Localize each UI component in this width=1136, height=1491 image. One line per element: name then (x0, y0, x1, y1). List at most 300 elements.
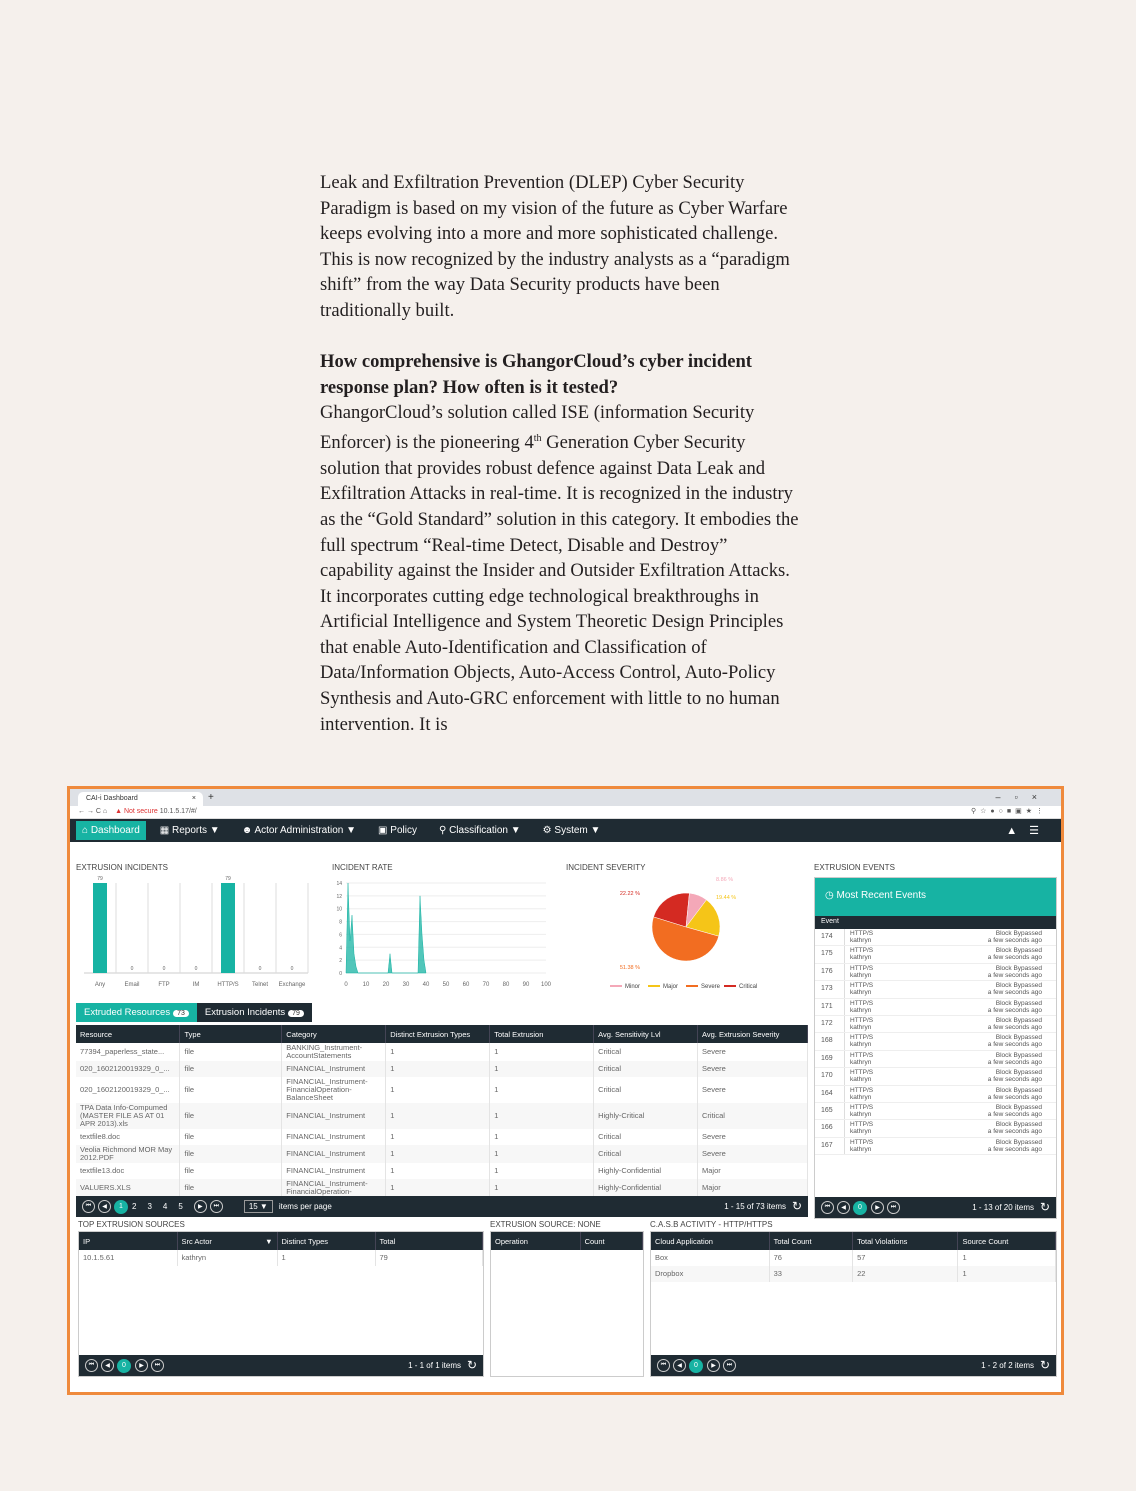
event-row[interactable] (815, 1103, 1056, 1120)
table-cell: 77394_paperless_state... (76, 1043, 180, 1061)
close-tab-icon[interactable]: × (191, 795, 196, 802)
main-navbar (70, 819, 1061, 842)
refresh-icon[interactable]: ↻ (791, 1199, 802, 1213)
event-status (988, 965, 1042, 979)
table-cell: Major (698, 1163, 808, 1179)
event-protocol: HTTP/S (850, 1086, 874, 1094)
events-pager-info: 1 - 13 of 20 items (972, 1203, 1034, 1212)
event-row[interactable] (815, 1068, 1056, 1085)
table-cell: 1 (386, 1163, 490, 1179)
col-distinct-extrusion-types[interactable]: Distinct Extrusion Types (386, 1025, 490, 1043)
table-cell: 1 (386, 1077, 490, 1103)
event-status (988, 1034, 1042, 1048)
event-protocol: HTTP/S (850, 930, 874, 937)
event-time: a few seconds ago (987, 1006, 1042, 1014)
last-page-icon[interactable]: ⏭ (723, 1359, 736, 1372)
event-source (845, 1138, 878, 1154)
event-id: 167 (815, 1138, 845, 1154)
event-row[interactable] (815, 999, 1056, 1016)
nav-classification[interactable]: ⚲ Classification ▼ (438, 825, 521, 836)
y-tick-label: 10 (336, 906, 342, 913)
casb-panel (650, 1231, 1057, 1377)
incident-severity-label: INCIDENT SEVERITY (566, 863, 646, 872)
table-row[interactable] (76, 1061, 808, 1077)
col-avg-sensitivity-lvl[interactable]: Avg. Sensitivity Lvl (594, 1025, 698, 1043)
event-status-text: Block Bypassed (995, 1086, 1042, 1094)
prev-page-icon[interactable]: ◀ (98, 1200, 111, 1213)
event-protocol: HTTP/S (850, 999, 874, 1007)
event-time: a few seconds ago (987, 989, 1042, 997)
event-protocol: HTTP/S (850, 1034, 874, 1042)
x-tick-label: 100 (540, 982, 552, 988)
slice-value-label: 19.44 % (716, 895, 737, 901)
legend-label: Major (663, 984, 679, 990)
article-question: How comprehensive is GhangorCloud’s cyber incident response plan? How often is it tested? (320, 351, 752, 398)
answer-part-1: GhangorCloud’s solution called ISE (information Security Enforcer) is the pioneering 4 (320, 402, 755, 454)
event-user: kathryn (850, 1093, 872, 1101)
event-user: kathryn (850, 954, 872, 962)
sources-pager (79, 1355, 483, 1376)
sources-pager-info: 1 - 1 of 1 items (408, 1361, 461, 1370)
event-user: kathryn (850, 1041, 872, 1049)
event-status (988, 947, 1042, 961)
table-cell: Critical (594, 1145, 698, 1163)
event-status (988, 1069, 1042, 1083)
event-protocol: HTTP/S (850, 982, 874, 990)
article-paragraph-1: Leak and Exfiltration Prevention (DLEP) Cyber Security Paradigm is based on my vision of the future as Cyber Warfare keeps evolving into a more and more sophisticated challenge. This is now recognized by the industry analysts as a “paradigm shift” from the way Data Security products have been traditionally built. (320, 172, 790, 321)
next-page-icon[interactable]: ▶ (194, 1200, 207, 1213)
event-row[interactable] (815, 964, 1056, 981)
last-page-icon[interactable]: ⏭ (887, 1201, 900, 1214)
event-status-text: Block Bypassed (995, 1069, 1042, 1077)
table-cell: 57 (853, 1250, 958, 1266)
event-status (988, 1052, 1042, 1066)
event-status-text: Block Bypassed (995, 964, 1042, 972)
x-tick-label: 70 (482, 982, 490, 988)
not-secure-badge: ▲ Not secure (115, 808, 158, 815)
nav-reports-label: Reports ▼ (171, 825, 220, 836)
col-src-actor[interactable] (177, 1232, 277, 1250)
x-tick-label: 60 (462, 982, 470, 988)
casb-table (651, 1232, 1056, 1282)
bar-category-label: Any (94, 982, 106, 988)
event-time: a few seconds ago (987, 971, 1042, 979)
events-column-header: Event (815, 916, 1056, 929)
event-row[interactable] (815, 1051, 1056, 1068)
event-id: 170 (815, 1068, 845, 1084)
event-id: 173 (815, 981, 845, 997)
bar-category-label: Email (124, 982, 140, 988)
event-status (988, 982, 1042, 996)
table-cell: 1 (386, 1145, 490, 1163)
event-source (845, 929, 878, 945)
bar-category-label: FTP (158, 982, 170, 988)
event-id: 176 (815, 964, 845, 980)
bar-value-label: 0 (258, 966, 262, 972)
top-sources-label: TOP EXTRUSION SOURCES (78, 1220, 185, 1229)
table-cell: Major (698, 1179, 808, 1197)
x-tick-label: 10 (362, 982, 370, 988)
table-cell: 1 (386, 1103, 490, 1129)
events-current-page[interactable]: 0 (853, 1201, 867, 1215)
first-page-icon[interactable]: ⏮ (82, 1200, 95, 1213)
table-row[interactable] (76, 1163, 808, 1179)
event-row[interactable] (815, 981, 1056, 998)
prev-page-icon[interactable]: ◀ (673, 1359, 686, 1372)
event-id: 169 (815, 1051, 845, 1067)
nav-arrows-icon[interactable]: ← → C ⌂ (78, 808, 108, 815)
event-user: kathryn (850, 971, 872, 979)
event-status (988, 1121, 1042, 1135)
event-id: 171 (815, 999, 845, 1015)
new-tab-icon[interactable]: + (208, 792, 214, 803)
prev-page-icon[interactable]: ◀ (101, 1359, 114, 1372)
event-status-text: Block Bypassed (995, 947, 1042, 955)
event-protocol: HTTP/S (850, 1016, 874, 1024)
x-tick-label: 40 (422, 982, 430, 988)
col-total[interactable]: Total (375, 1232, 483, 1250)
col-operation[interactable]: Operation (491, 1232, 580, 1250)
extrusion-source-label: EXTRUSION SOURCE: NONE (490, 1220, 601, 1229)
col-cloud-application[interactable]: Cloud Application (651, 1232, 769, 1250)
event-protocol: HTTP/S (850, 1138, 874, 1146)
table-cell: file (180, 1043, 282, 1061)
refresh-icon[interactable]: ↻ (1039, 1200, 1050, 1214)
table-cell: 1 (490, 1129, 594, 1145)
event-source (845, 946, 878, 962)
table-cell: 1 (490, 1061, 594, 1077)
last-page-icon[interactable]: ⏭ (151, 1359, 164, 1372)
event-protocol: HTTP/S (850, 1069, 874, 1077)
nav-system[interactable]: ⚙ System ▼ (542, 825, 601, 836)
events-header: ◷ Most Recent Events (815, 878, 1056, 916)
tab-resources-count: 73 (173, 1010, 189, 1017)
bar-category-label: HTTP/S (217, 982, 239, 988)
operation-panel (490, 1231, 644, 1377)
legend-label: Severe (701, 984, 721, 990)
y-tick-label: 0 (339, 971, 342, 977)
extruded-resources-table (76, 1025, 808, 1197)
page-4[interactable]: 4 (162, 1202, 168, 1211)
event-protocol: HTTP/S (850, 1121, 874, 1129)
events-list (815, 929, 1056, 1155)
table-cell: FINANCIAL_Instrument (282, 1061, 386, 1077)
tab-resources-label: Extruded Resources (84, 1007, 171, 1018)
event-user: kathryn (850, 1128, 872, 1136)
table-row[interactable] (76, 1103, 808, 1129)
first-page-icon[interactable]: ⏮ (85, 1359, 98, 1372)
table-row[interactable] (76, 1145, 808, 1163)
events-pager (815, 1197, 1056, 1218)
table-cell: FINANCIAL_Instrument (282, 1145, 386, 1163)
y-tick-label: 4 (339, 945, 342, 952)
table-cell: FINANCIAL_Instrument (282, 1103, 386, 1129)
table-cell: Severe (698, 1043, 808, 1061)
event-time: a few seconds ago (987, 954, 1042, 962)
sources-current-page[interactable]: 0 (117, 1359, 131, 1373)
table-row[interactable] (651, 1266, 1056, 1282)
filter-icon[interactable]: ▼ (265, 1236, 273, 1246)
col-count[interactable]: Count (580, 1232, 642, 1250)
cell-total: 79 (375, 1250, 483, 1266)
y-tick-label: 14 (336, 881, 342, 887)
event-row[interactable] (815, 929, 1056, 946)
table-cell: Severe (698, 1129, 808, 1145)
col-total-extrusion[interactable]: Total Extrusion (490, 1025, 594, 1043)
x-tick-label: 80 (502, 982, 510, 988)
table-cell: file (180, 1145, 282, 1163)
event-status-text: Block Bypassed (995, 982, 1042, 990)
col-total-violations[interactable]: Total Violations (853, 1232, 958, 1250)
x-tick-label: 50 (442, 982, 450, 988)
table-cell: Critical (594, 1129, 698, 1145)
event-row[interactable] (815, 1138, 1056, 1155)
event-user: kathryn (850, 1023, 872, 1031)
event-time: a few seconds ago (987, 937, 1042, 944)
table-row[interactable] (651, 1250, 1056, 1266)
page-1[interactable]: 1 (114, 1200, 128, 1214)
table-cell: 1 (958, 1250, 1056, 1266)
event-time: a few seconds ago (987, 1110, 1042, 1118)
event-status (988, 1000, 1042, 1014)
incident-rate-chart (332, 873, 558, 995)
bar-category-label: Telnet (251, 982, 269, 988)
col-total-count[interactable]: Total Count (769, 1232, 852, 1250)
event-time: a few seconds ago (987, 1058, 1042, 1066)
col-type[interactable]: Type (180, 1025, 282, 1043)
last-page-icon[interactable]: ⏭ (210, 1200, 223, 1213)
table-cell: FINANCIAL_Instrument (282, 1129, 386, 1145)
table-row[interactable] (76, 1077, 808, 1103)
y-tick-label: 12 (336, 893, 342, 900)
table-row[interactable] (76, 1179, 808, 1197)
x-tick-label: 20 (382, 982, 390, 988)
window-controls[interactable]: –▫× (995, 792, 1051, 802)
article-paragraph-2 (320, 349, 800, 737)
table-cell: Critical (594, 1043, 698, 1061)
address-bar[interactable] (70, 806, 1061, 819)
table-cell: Severe (698, 1145, 808, 1163)
slice-value-label: 8.86 % (716, 877, 734, 883)
event-status (988, 1017, 1042, 1031)
next-page-icon[interactable]: ▶ (707, 1359, 720, 1372)
table-cell: textfile8.doc (76, 1129, 180, 1145)
table-cell: Highly-Confidential (594, 1179, 698, 1197)
tab-extrusion-incidents[interactable] (197, 1003, 312, 1022)
x-tick-label: 90 (522, 982, 530, 988)
extrusion-events-label: EXTRUSION EVENTS (814, 863, 895, 872)
table-cell: VALUERS.XLS (76, 1179, 180, 1197)
event-id: 166 (815, 1120, 845, 1136)
event-time: a few seconds ago (987, 1076, 1042, 1084)
dashboard-screenshot (67, 786, 1064, 1395)
nav-dashboard-label: Dashboard (90, 825, 140, 836)
event-id: 172 (815, 1016, 845, 1032)
extrusion-incidents-chart (76, 873, 316, 995)
event-protocol: HTTP/S (850, 1051, 874, 1059)
bar-value-label: 0 (194, 966, 198, 972)
y-tick-label: 6 (339, 932, 342, 939)
items-per-page-label: items per page (278, 1202, 332, 1211)
bar-https[interactable] (221, 883, 235, 973)
incident-severity-chart (566, 873, 806, 997)
tab-incidents-count: 79 (288, 1010, 304, 1017)
bar-value-label: 0 (162, 966, 166, 972)
slice-value-label: 51.38 % (619, 965, 640, 971)
event-time: a few seconds ago (987, 1023, 1042, 1031)
resource-tabs (76, 1003, 312, 1022)
table-cell: file (180, 1163, 282, 1179)
x-tick-label: 0 (344, 982, 348, 988)
event-protocol: HTTP/S (850, 964, 874, 972)
event-status (988, 1087, 1042, 1101)
event-time: a few seconds ago (987, 1093, 1042, 1101)
event-user: kathryn (850, 1145, 872, 1153)
table-row[interactable] (76, 1043, 808, 1061)
first-page-icon[interactable]: ⏮ (657, 1359, 670, 1372)
cell-src-actor: kathryn (177, 1250, 277, 1266)
casb-activity-label: C.A.S.B ACTIVITY - HTTP/HTTPS (650, 1220, 773, 1229)
event-user: kathryn (850, 937, 872, 944)
table-cell: FINANCIAL_Instrument (282, 1163, 386, 1179)
answer-part-2: Generation Cyber Security solution that provides robust defence against Data Leak and Exfiltration Attacks in real-time. It is recognized in the industry as the “Gold Standard” solution in this category. It embodies the full spectrum “Real-time Detect, Disable and Destroy” capability against the Insider and Outsider Exfiltration Attacks. It incorporates cutting edge technological breakthroughs in Artificial Intelligence and System Theoretic Design Principles that enable Auto-Identification and Classification of Data/Information Objects, Auto-Access Control, Auto-Policy Synthesis and Auto-GRC enforcement with little to no human intervention. It is (320, 432, 799, 735)
col-distinct-types[interactable]: Distinct Types (277, 1232, 375, 1250)
event-status (988, 1139, 1042, 1153)
address-url[interactable]: 10.1.5.17/#/ (159, 808, 197, 815)
table-cell: Highly-Critical (594, 1103, 698, 1129)
event-row[interactable] (815, 1120, 1056, 1137)
event-status (988, 930, 1042, 944)
event-protocol: HTTP/S (850, 1103, 874, 1111)
event-row[interactable] (815, 1033, 1056, 1050)
table-cell: FINANCIAL_Instrument-FinancialOperation-BalanceSheet (282, 1077, 386, 1103)
table-cell: 1 (386, 1179, 490, 1197)
page-3[interactable]: 3 (147, 1202, 152, 1211)
bar-value-label: 79 (225, 876, 231, 882)
table-cell: Veolia Richmond MOR May 2012.PDF (76, 1145, 180, 1163)
event-source (845, 1120, 878, 1136)
event-source (845, 1103, 878, 1119)
event-id: 168 (815, 1033, 845, 1049)
event-time: a few seconds ago (987, 1041, 1042, 1049)
cell-distinct-types: 1 (277, 1250, 375, 1266)
event-row[interactable] (815, 946, 1056, 963)
col-source-count[interactable]: Source Count (958, 1232, 1056, 1250)
casb-current-page[interactable]: 0 (689, 1359, 703, 1373)
event-source (845, 1086, 878, 1102)
nav-actor-administration[interactable]: ☻ Actor Administration ▼ (241, 825, 357, 836)
table-cell: Critical (698, 1103, 808, 1129)
table-row[interactable] (79, 1250, 483, 1266)
browser-tab[interactable] (78, 792, 203, 806)
table-cell: 1 (386, 1129, 490, 1145)
table-cell: 1 (386, 1061, 490, 1077)
legend-label: Minor (625, 984, 641, 990)
nav-actor-label: Actor Administration ▼ (254, 825, 357, 836)
y-tick-label: 8 (339, 919, 342, 926)
table-cell: 1 (490, 1163, 594, 1179)
bell-menu-icons[interactable]: ▲☰ (1006, 825, 1051, 837)
nav-reports[interactable]: ▦ Reports ▼ (159, 825, 220, 836)
event-protocol: HTTP/S (850, 947, 874, 955)
table-cell: file (180, 1061, 282, 1077)
event-user: kathryn (850, 989, 872, 997)
table-cell: 1 (490, 1179, 594, 1197)
event-source (845, 1016, 878, 1032)
top-sources-panel (78, 1231, 484, 1377)
first-page-icon[interactable]: ⏮ (821, 1201, 834, 1214)
event-row[interactable] (815, 1016, 1056, 1033)
col-category[interactable]: Category (282, 1025, 386, 1043)
event-user: kathryn (850, 1058, 872, 1066)
table-cell: 1 (386, 1043, 490, 1061)
refresh-icon[interactable]: ↻ (1039, 1358, 1050, 1372)
event-time: a few seconds ago (987, 1128, 1042, 1136)
table-cell: Severe (698, 1077, 808, 1103)
table-cell: TPA Data Info-Compumed (MASTER FILE AS AT 01 APR 2013).xls (76, 1103, 180, 1129)
event-status-text: Block Bypassed (995, 1103, 1042, 1111)
nav-policy[interactable]: ▣ Policy (378, 825, 417, 836)
bar-value-label: 0 (290, 966, 294, 972)
event-source (845, 1068, 878, 1084)
page-size-select[interactable]: 15 ▼ (244, 1200, 273, 1213)
table-cell: 1 (958, 1266, 1056, 1282)
table-cell: file (180, 1179, 282, 1197)
event-id: 164 (815, 1086, 845, 1102)
x-tick-label: 30 (402, 982, 410, 988)
refresh-icon[interactable]: ↻ (466, 1358, 477, 1372)
nav-dashboard[interactable]: ⌂ Dashboard (76, 821, 146, 840)
table-cell: 1 (490, 1103, 594, 1129)
answer-superscript: th (533, 432, 542, 444)
event-time: a few seconds ago (987, 1145, 1042, 1153)
prev-page-icon[interactable]: ◀ (837, 1201, 850, 1214)
page-2[interactable]: 2 (132, 1202, 137, 1211)
page-5[interactable]: 5 (178, 1202, 183, 1211)
table-cell: 76 (769, 1250, 852, 1266)
casb-pager-info: 1 - 2 of 2 items (981, 1361, 1034, 1370)
cell-ip: 10.1.5.61 (79, 1250, 177, 1266)
table-cell: 020_1602120019329_0_... (76, 1077, 180, 1103)
col-ip[interactable]: IP (79, 1232, 177, 1250)
extension-icons[interactable]: ⚲☆●○■▣★⋮ (971, 808, 1047, 815)
resources-pager-info: 1 - 15 of 73 items (724, 1202, 786, 1211)
table-cell: Severe (698, 1061, 808, 1077)
table-cell: Box (651, 1250, 769, 1266)
col-avg-extrusion-severity[interactable]: Avg. Extrusion Severity (698, 1025, 808, 1043)
article-text (320, 170, 800, 737)
table-cell: 1 (490, 1145, 594, 1163)
table-cell: Critical (594, 1077, 698, 1103)
event-source (845, 1033, 878, 1049)
table-cell: Critical (594, 1061, 698, 1077)
resources-pager (76, 1196, 808, 1217)
event-id: 165 (815, 1103, 845, 1119)
next-page-icon[interactable]: ▶ (871, 1201, 884, 1214)
browser-tab-title: CAI-i Dashboard (86, 795, 138, 802)
tab-extruded-resources[interactable] (76, 1003, 197, 1022)
next-page-icon[interactable]: ▶ (135, 1359, 148, 1372)
event-status (988, 1104, 1042, 1118)
slice-value-label: 22.22 % (619, 891, 640, 897)
bar-any[interactable] (93, 883, 107, 973)
event-row[interactable] (815, 1086, 1056, 1103)
col-resource[interactable]: Resource (76, 1025, 180, 1043)
event-status-text: Block Bypassed (995, 1138, 1042, 1146)
event-user: kathryn (850, 1006, 872, 1014)
table-row[interactable] (76, 1129, 808, 1145)
event-status-text: Block Bypassed (995, 999, 1042, 1007)
